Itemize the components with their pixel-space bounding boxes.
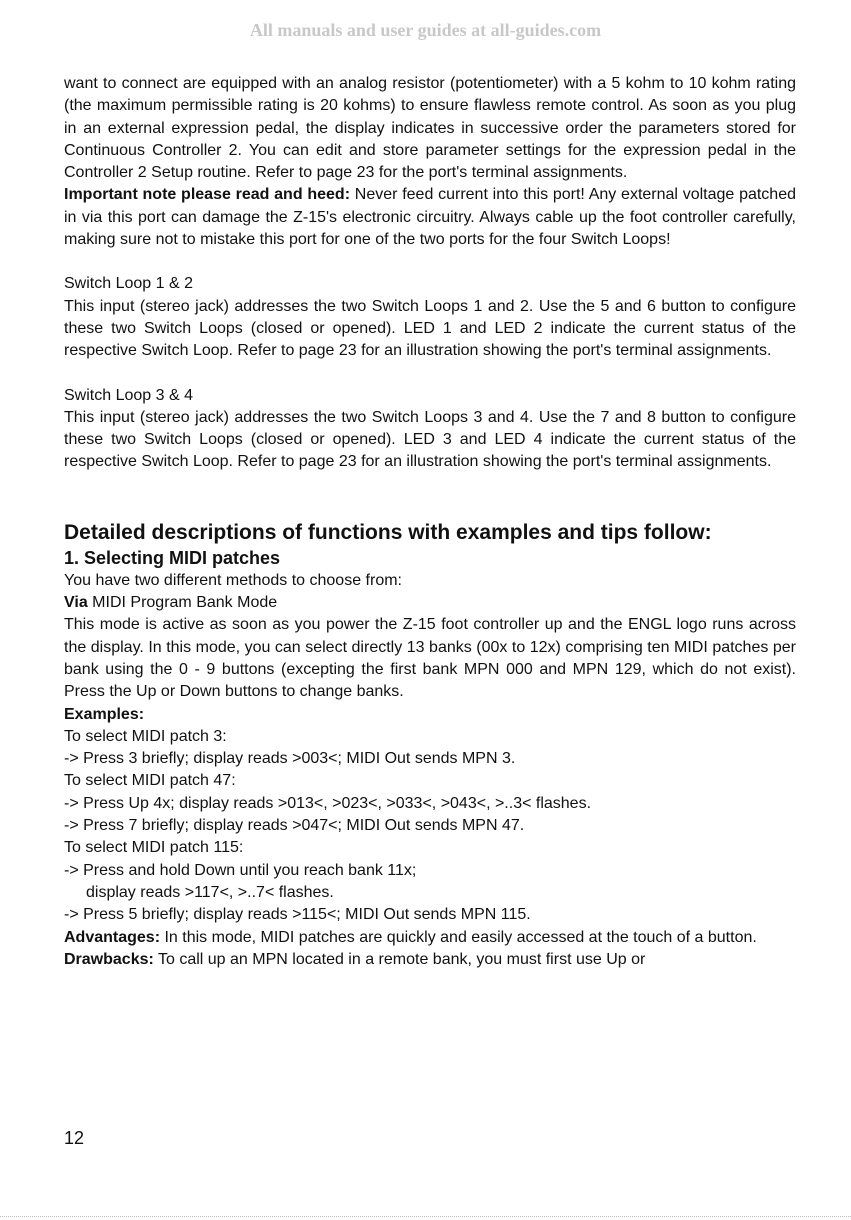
advantages-text: In this mode, MIDI patches are quickly and easily accessed at the touch of a button. <box>160 928 757 946</box>
advantages-paragraph <box>64 927 796 949</box>
examples-label <box>64 704 796 726</box>
page-content <box>64 73 796 971</box>
section-heading: Detailed descriptions of functions with examples and tips follow: <box>64 520 712 544</box>
example-line: To select MIDI patch 115: <box>64 839 244 857</box>
page-number: 12 <box>64 1128 85 1148</box>
methods-line: You have two different methods to choose from: <box>64 571 402 589</box>
loop12-title: Switch Loop 1 & 2 <box>64 275 193 293</box>
example-line: To select MIDI patch 3: <box>64 727 227 745</box>
drawbacks-paragraph <box>64 949 796 971</box>
via-label: Via <box>64 594 88 612</box>
example-line-indented: display reads >117<, >..7< flashes. <box>86 883 334 901</box>
example-line: -> Press 3 briefly; display reads >003<; MIDI Out sends MPN 3. <box>64 750 516 768</box>
example-line: -> Press 7 briefly; display reads >047<; MIDI Out sends MPN 47. <box>64 817 525 835</box>
loop34-text: This input (stereo jack) addresses the two Switch Loops 3 and 4. Use the 7 and 8 button to configure these two Switch Loops (closed or opened). LED 3 and LED 4 indicate the current status of the respective Switch Loop. Refer to page 23 for an illustration showing the port's terminal assignments. <box>64 408 796 471</box>
watermark: All manuals and user guides at all-guides.com <box>249 20 602 40</box>
example-line: -> Press 5 briefly; display reads >115<; MIDI Out sends MPN 115. <box>64 906 531 924</box>
section-subheading: 1. Selecting MIDI patches <box>64 547 281 568</box>
intro-paragraph: want to connect are equipped with an analog resistor (potentiometer) with a 5 kohm to 10 kohm rating (the maximum permissible rating is 20 kohms) to ensure flawless remote control. As soon as you plug in an external expression pedal, the display indicates in successive order the parameters stored for Continuous Controller 2. You can edit and store parameter settings for the expression pedal in the Controller 2 Setup routine. Refer to page 23 for the port's terminal assignments. <box>64 75 796 182</box>
drawbacks-label: Drawbacks: <box>64 950 154 968</box>
example-line: -> Press and hold Down until you reach bank 11x; <box>64 861 417 879</box>
important-note <box>64 184 796 251</box>
examples-label-text: Examples: <box>64 705 145 723</box>
example-line: -> Press Up 4x; display reads >013<, >023<, >033<, >043<, >..3< flashes. <box>64 794 592 812</box>
note-label: Important note please read and heed: <box>64 186 351 204</box>
loop12-text: This input (stereo jack) addresses the two Switch Loops 1 and 2. Use the 5 and 6 button to configure these two Switch Loops (closed or opened). LED 1 and LED 2 indicate the current status of the respective Switch Loop. Refer to page 23 for an illustration showing the port's terminal assignments. <box>64 297 796 360</box>
note-text: Never feed current into this port! Any external voltage patched in via this port can damage the Z-15's electronic circuitry. Always cable up the foot controller carefully, making sure not to mistake this port for one of the two ports for the four Switch Loops! <box>64 186 797 249</box>
mode-paragraph: This mode is active as soon as you power the Z-15 foot controller up and the ENGL logo runs across the display. In this mode, you can select directly 13 banks (00x to 12x) comprising ten MIDI patches per bank using the 0 - 9 buttons (excepting the first bank MPN 000 and MPN 129, which do not exist). Press the Up or Down buttons to change banks. <box>64 616 796 701</box>
advantages-label: Advantages: <box>64 928 161 946</box>
example-line: To select MIDI patch 47: <box>64 772 236 790</box>
drawbacks-text: To call up an MPN located in a remote bank, you must first use Up or <box>153 950 646 968</box>
via-line <box>64 592 796 614</box>
via-text: MIDI Program Bank Mode <box>87 594 278 612</box>
bottom-divider <box>0 1216 851 1217</box>
loop34-title: Switch Loop 3 & 4 <box>64 386 193 404</box>
